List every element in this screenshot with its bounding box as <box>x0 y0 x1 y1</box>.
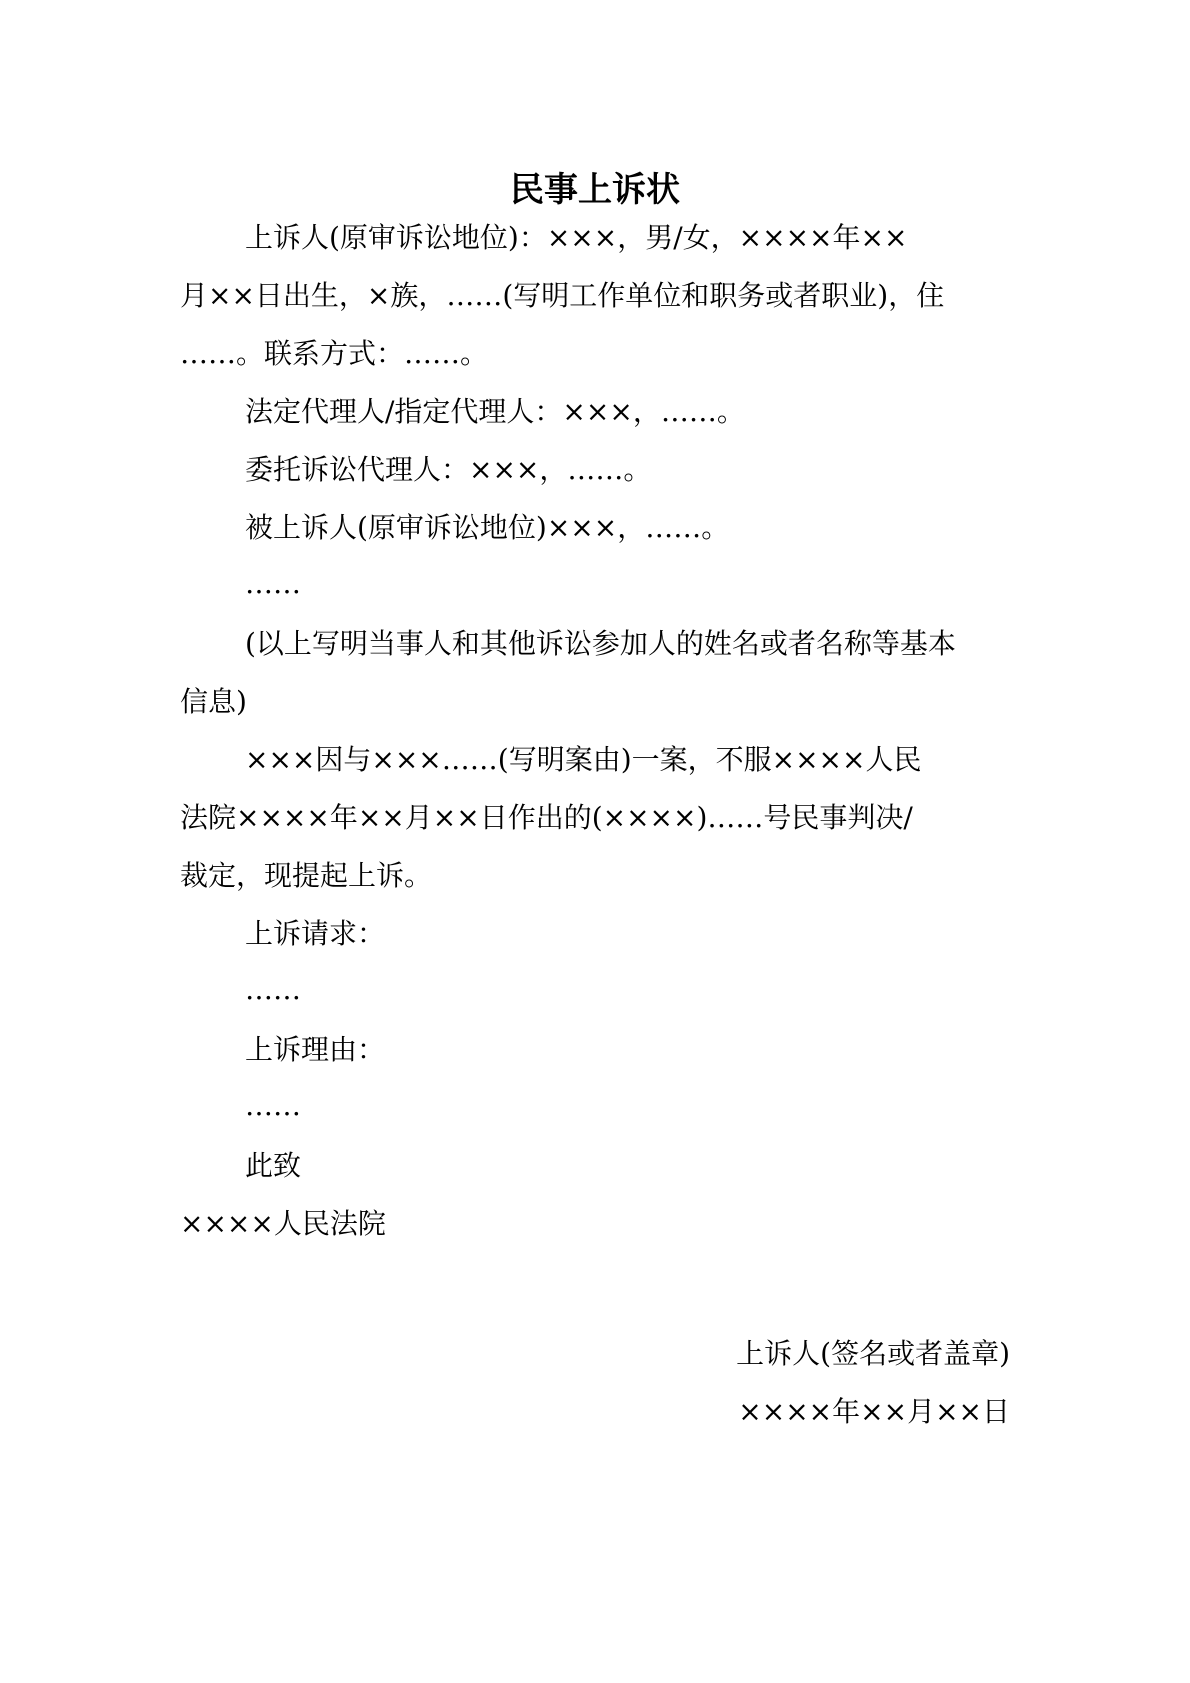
parties-note-line-2: 信息) <box>180 685 247 718</box>
appeal-reasons-heading: 上诉理由： <box>245 1033 386 1066</box>
date-line: ××××年××月××日 <box>738 1395 1010 1428</box>
case-statement-line-2: 法院××××年××月××日作出的(××××)……号民事判决/ <box>180 801 913 834</box>
appeal-requests-heading: 上诉请求： <box>245 917 386 950</box>
salutation: 此致 <box>245 1149 302 1182</box>
appellant-line-2: 月××日出生，×族，……(写明工作单位和职务或者职业)，住 <box>180 279 945 312</box>
signature-line: 上诉人(签名或者盖章) <box>736 1337 1010 1370</box>
case-statement-line-1: ×××因与×××……(写明案由)一案，不服××××人民 <box>245 743 922 776</box>
ellipsis-line-2: …… <box>245 973 301 1006</box>
addressee-court: ××××人民法院 <box>180 1207 386 1240</box>
ellipsis-line-3: …… <box>245 1089 301 1122</box>
document-title: 民事上诉状 <box>510 170 680 210</box>
appellee-line: 被上诉人(原审诉讼地位)×××，……。 <box>245 511 730 544</box>
entrusted-agent-line: 委托诉讼代理人：×××，……。 <box>245 453 652 486</box>
legal-representative-line: 法定代理人/指定代理人：×××，……。 <box>245 395 745 428</box>
appellant-line-3: ……。联系方式：……。 <box>180 337 489 370</box>
ellipsis-line-1: …… <box>245 567 301 600</box>
case-statement-line-3: 裁定，现提起上诉。 <box>180 859 433 892</box>
appellant-line-1: 上诉人(原审诉讼地位)：×××，男/女，××××年×× <box>245 221 908 254</box>
parties-note-line-1: (以上写明当事人和其他诉讼参加人的姓名或者名称等基本 <box>245 627 956 660</box>
